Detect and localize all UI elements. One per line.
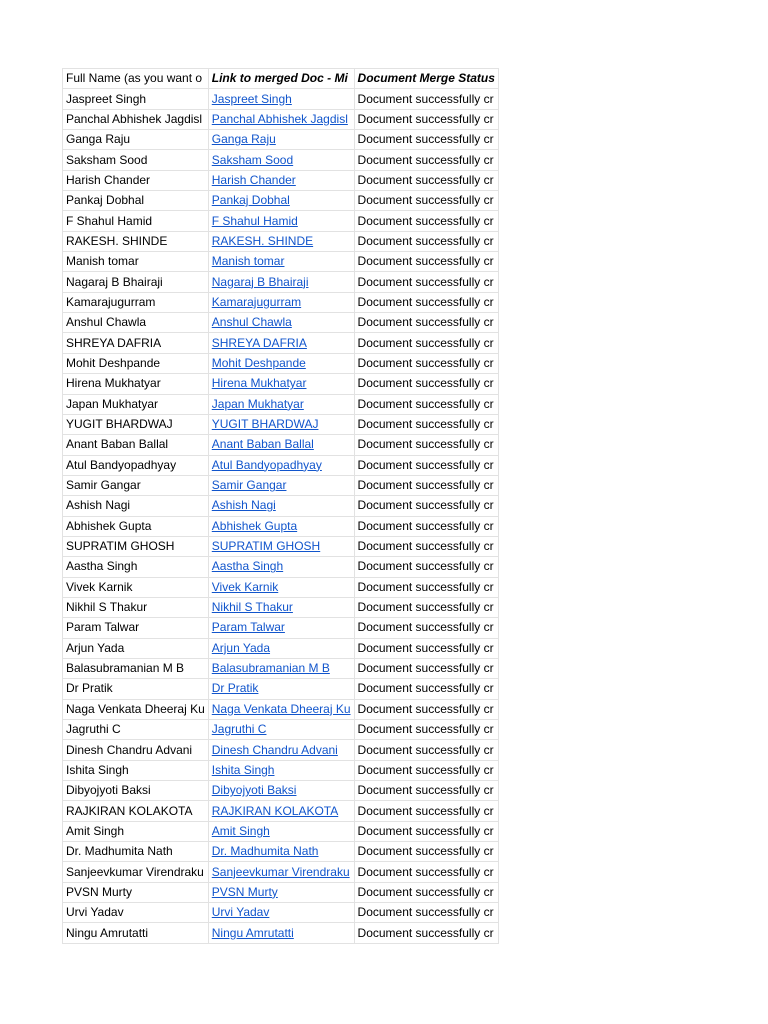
header-merged-doc-link[interactable]: Link to merged Doc - Mi — [208, 69, 354, 89]
full-name-cell[interactable]: Naga Venkata Dheeraj Ku — [63, 699, 209, 719]
merged-doc-link[interactable]: Abhishek Gupta — [211, 518, 298, 533]
merge-status-cell[interactable]: Document successfully cr — [354, 516, 498, 536]
merged-doc-link[interactable]: Hirena Mukhatyar — [211, 376, 307, 391]
table-row — [63, 618, 499, 638]
full-name-cell[interactable]: Abhishek Gupta — [63, 516, 209, 536]
full-name-cell[interactable]: Nagaraj B Bhairaji — [63, 272, 209, 292]
merge-status-cell[interactable]: Document successfully cr — [354, 903, 498, 923]
merged-doc-link-cell[interactable] — [208, 231, 354, 251]
table-row — [63, 231, 499, 251]
merged-doc-link-cell[interactable] — [208, 313, 354, 333]
merged-doc-link-cell[interactable] — [208, 801, 354, 821]
merged-doc-link-cell[interactable] — [208, 272, 354, 292]
table-row — [63, 130, 499, 150]
merge-status-cell[interactable]: Document successfully cr — [354, 435, 498, 455]
merged-doc-link[interactable]: Urvi Yadav — [211, 905, 270, 920]
full-name-cell[interactable]: Balasubramanian M B — [63, 658, 209, 678]
merge-status-cell[interactable]: Document successfully cr — [354, 109, 498, 129]
table-row — [63, 292, 499, 312]
merged-doc-link-cell[interactable] — [208, 821, 354, 841]
merged-doc-link-cell[interactable] — [208, 109, 354, 129]
merged-doc-link-cell[interactable] — [208, 903, 354, 923]
full-name-cell[interactable]: Hirena Mukhatyar — [63, 374, 209, 394]
merged-doc-link[interactable]: Saksham Sood — [211, 152, 294, 167]
merged-doc-link-cell[interactable] — [208, 882, 354, 902]
table-row — [63, 638, 499, 658]
full-name-cell[interactable]: SHREYA DAFRIA — [63, 333, 209, 353]
table-body — [63, 89, 499, 943]
merged-doc-link[interactable]: SHREYA DAFRIA — [211, 335, 307, 350]
merge-status-cell[interactable]: Document successfully cr — [354, 272, 498, 292]
merge-status-cell[interactable]: Document successfully cr — [354, 536, 498, 556]
table-row — [63, 211, 499, 231]
full-name-cell[interactable]: Param Talwar — [63, 618, 209, 638]
table-row — [63, 597, 499, 617]
merge-status-cell[interactable]: Document successfully cr — [354, 231, 498, 251]
table-row — [63, 862, 499, 882]
table-row — [63, 435, 499, 455]
merged-doc-link[interactable]: Panchal Abhishek Jagdisl — [211, 111, 348, 126]
full-name-cell[interactable]: Sanjeevkumar Virendraku — [63, 862, 209, 882]
merged-doc-link-cell[interactable] — [208, 333, 354, 353]
table-row — [63, 516, 499, 536]
merge-status-cell[interactable]: Document successfully cr — [354, 414, 498, 434]
merged-doc-link[interactable]: PVSN Murty — [211, 884, 278, 899]
table-row — [63, 374, 499, 394]
table-row — [63, 923, 499, 943]
merged-doc-link[interactable]: Jaspreet Singh — [211, 91, 292, 106]
full-name-cell[interactable]: Dr Pratik — [63, 679, 209, 699]
full-name-cell[interactable]: Dinesh Chandru Advani — [63, 740, 209, 760]
full-name-cell[interactable]: SUPRATIM GHOSH — [63, 536, 209, 556]
full-name-cell[interactable]: Harish Chander — [63, 170, 209, 190]
full-name-cell[interactable]: Manish tomar — [63, 252, 209, 272]
full-name-cell[interactable]: Japan Mukhatyar — [63, 394, 209, 414]
table-row — [63, 170, 499, 190]
merged-doc-link[interactable]: Anant Baban Ballal — [211, 437, 314, 452]
header-row — [63, 69, 499, 89]
merged-doc-link[interactable]: Dr Pratik — [211, 681, 259, 696]
table-row — [63, 557, 499, 577]
merged-doc-link-cell[interactable] — [208, 130, 354, 150]
merged-doc-link-cell[interactable] — [208, 679, 354, 699]
full-name-cell[interactable]: Ashish Nagi — [63, 496, 209, 516]
table-row — [63, 89, 499, 109]
full-name-cell[interactable]: Vivek Karnik — [63, 577, 209, 597]
full-name-cell[interactable]: F Shahul Hamid — [63, 211, 209, 231]
merge-status-cell[interactable]: Document successfully cr — [354, 699, 498, 719]
merged-doc-link-cell[interactable] — [208, 536, 354, 556]
merged-doc-link[interactable]: Anshul Chawla — [211, 315, 292, 330]
full-name-cell[interactable]: Samir Gangar — [63, 475, 209, 495]
table-row — [63, 353, 499, 373]
merged-doc-link-cell[interactable] — [208, 252, 354, 272]
merged-doc-link[interactable]: Ningu Amrutatti — [211, 925, 294, 940]
header-full-name[interactable]: Full Name (as you want o — [63, 69, 209, 89]
merged-doc-link[interactable]: Aastha Singh — [211, 559, 284, 574]
merged-doc-link[interactable]: Pankaj Dobhal — [211, 193, 290, 208]
merge-status-cell[interactable]: Document successfully cr — [354, 475, 498, 495]
merged-doc-link[interactable]: SUPRATIM GHOSH — [211, 539, 321, 554]
table-row — [63, 658, 499, 678]
merged-doc-link[interactable]: Samir Gangar — [211, 478, 287, 493]
merge-status-cell[interactable]: Document successfully cr — [354, 130, 498, 150]
table-row — [63, 455, 499, 475]
merged-doc-link-cell[interactable] — [208, 862, 354, 882]
merged-doc-link-cell[interactable] — [208, 781, 354, 801]
table-row — [63, 679, 499, 699]
merged-doc-link-cell[interactable] — [208, 720, 354, 740]
merge-status-cell[interactable]: Document successfully cr — [354, 252, 498, 272]
merged-doc-link[interactable]: Naga Venkata Dheeraj Ku — [211, 701, 351, 716]
full-name-cell[interactable]: Kamarajugurram — [63, 292, 209, 312]
merged-doc-link[interactable]: Kamarajugurram — [211, 294, 302, 309]
merged-doc-link[interactable]: Ganga Raju — [211, 132, 276, 147]
merge-status-cell[interactable]: Document successfully cr — [354, 89, 498, 109]
merged-doc-link-cell[interactable] — [208, 374, 354, 394]
merged-doc-link[interactable]: Harish Chander — [211, 172, 296, 187]
merge-status-cell[interactable]: Document successfully cr — [354, 353, 498, 373]
merge-status-cell[interactable]: Document successfully cr — [354, 211, 498, 231]
merge-status-cell[interactable]: Document successfully cr — [354, 577, 498, 597]
full-name-cell[interactable]: Nikhil S Thakur — [63, 597, 209, 617]
full-name-cell[interactable]: Atul Bandyopadhyay — [63, 455, 209, 475]
merged-doc-link[interactable]: Manish tomar — [211, 254, 285, 269]
merged-doc-link[interactable]: YUGIT BHARDWAJ — [211, 417, 319, 432]
table-row — [63, 842, 499, 862]
merged-doc-link[interactable]: Jagruthi C — [211, 722, 267, 737]
merged-doc-link[interactable]: Balasubramanian M B — [211, 661, 330, 676]
merged-doc-link-cell[interactable] — [208, 475, 354, 495]
full-name-cell[interactable]: Anshul Chawla — [63, 313, 209, 333]
merged-doc-link-cell[interactable] — [208, 150, 354, 170]
merge-status-cell[interactable]: Document successfully cr — [354, 455, 498, 475]
merged-doc-link-cell[interactable] — [208, 89, 354, 109]
merge-status-cell[interactable]: Document successfully cr — [354, 496, 498, 516]
table-row — [63, 536, 499, 556]
table-row — [63, 191, 499, 211]
merged-doc-link[interactable]: Ishita Singh — [211, 762, 275, 777]
merged-doc-link-cell[interactable] — [208, 740, 354, 760]
table-row — [63, 313, 499, 333]
merged-doc-link[interactable]: Amit Singh — [211, 823, 270, 838]
table-row — [63, 781, 499, 801]
merge-status-cell[interactable]: Document successfully cr — [354, 740, 498, 760]
spreadsheet-table — [62, 68, 499, 944]
merged-doc-link[interactable]: Nagaraj B Bhairaji — [211, 274, 309, 289]
merged-doc-link-cell[interactable] — [208, 455, 354, 475]
merged-doc-link-cell[interactable] — [208, 435, 354, 455]
full-name-cell[interactable]: Ishita Singh — [63, 760, 209, 780]
merge-status-cell[interactable]: Document successfully cr — [354, 638, 498, 658]
merged-doc-link[interactable]: Nikhil S Thakur — [211, 600, 293, 615]
merge-status-cell[interactable]: Document successfully cr — [354, 170, 498, 190]
merged-doc-link[interactable]: RAKESH. SHINDE — [211, 233, 314, 248]
full-name-cell[interactable]: Arjun Yada — [63, 638, 209, 658]
full-name-cell[interactable]: Saksham Sood — [63, 150, 209, 170]
full-name-cell[interactable]: Urvi Yadav — [63, 903, 209, 923]
full-name-cell[interactable]: Jaspreet Singh — [63, 89, 209, 109]
merged-doc-link[interactable]: Dinesh Chandru Advani — [211, 742, 338, 757]
table-row — [63, 475, 499, 495]
merge-status-cell[interactable]: Document successfully cr — [354, 374, 498, 394]
table-row — [63, 414, 499, 434]
table-row — [63, 577, 499, 597]
merged-doc-link-cell[interactable] — [208, 760, 354, 780]
merged-doc-link-cell[interactable] — [208, 191, 354, 211]
full-name-cell[interactable]: RAKESH. SHINDE — [63, 231, 209, 251]
merge-status-cell[interactable]: Document successfully cr — [354, 862, 498, 882]
merged-doc-link[interactable]: RAJKIRAN KOLAKOTA — [211, 803, 339, 818]
merge-status-cell[interactable]: Document successfully cr — [354, 618, 498, 638]
merge-status-cell[interactable]: Document successfully cr — [354, 394, 498, 414]
table-row — [63, 882, 499, 902]
merged-doc-link-cell[interactable] — [208, 597, 354, 617]
full-name-cell[interactable]: Dr. Madhumita Nath — [63, 842, 209, 862]
merged-doc-link-cell[interactable] — [208, 414, 354, 434]
table-row — [63, 109, 499, 129]
table-row — [63, 801, 499, 821]
merge-status-cell[interactable]: Document successfully cr — [354, 923, 498, 943]
full-name-cell[interactable]: Ningu Amrutatti — [63, 923, 209, 943]
merged-doc-link-cell[interactable] — [208, 699, 354, 719]
full-name-cell[interactable]: Mohit Deshpande — [63, 353, 209, 373]
merge-status-cell[interactable]: Document successfully cr — [354, 801, 498, 821]
merge-status-cell[interactable]: Document successfully cr — [354, 821, 498, 841]
merged-doc-link[interactable]: Japan Mukhatyar — [211, 396, 304, 411]
merged-doc-link-cell[interactable] — [208, 923, 354, 943]
merged-doc-link-cell[interactable] — [208, 618, 354, 638]
merged-doc-link[interactable]: Mohit Deshpande — [211, 355, 306, 370]
merged-doc-link[interactable]: Param Talwar — [211, 620, 285, 635]
full-name-cell[interactable]: Amit Singh — [63, 821, 209, 841]
merge-status-cell[interactable]: Document successfully cr — [354, 313, 498, 333]
merged-doc-link-cell[interactable] — [208, 638, 354, 658]
merge-status-cell[interactable]: Document successfully cr — [354, 679, 498, 699]
merge-status-cell[interactable]: Document successfully cr — [354, 191, 498, 211]
merge-status-cell[interactable]: Document successfully cr — [354, 760, 498, 780]
table-row — [63, 150, 499, 170]
merged-doc-link-cell[interactable] — [208, 394, 354, 414]
table-row — [63, 903, 499, 923]
table-row — [63, 720, 499, 740]
full-name-cell[interactable]: Anant Baban Ballal — [63, 435, 209, 455]
merged-doc-link-cell[interactable] — [208, 496, 354, 516]
table-row — [63, 699, 499, 719]
merged-doc-link[interactable]: Atul Bandyopadhyay — [211, 457, 322, 472]
table-row — [63, 272, 499, 292]
merged-doc-link-cell[interactable] — [208, 211, 354, 231]
merged-doc-link[interactable]: Vivek Karnik — [211, 579, 279, 594]
merge-status-cell[interactable]: Document successfully cr — [354, 597, 498, 617]
merged-doc-link[interactable]: F Shahul Hamid — [211, 213, 298, 228]
table-row — [63, 821, 499, 841]
merged-doc-link-cell[interactable] — [208, 353, 354, 373]
merge-status-cell[interactable]: Document successfully cr — [354, 150, 498, 170]
merged-doc-link[interactable]: Dibyojyoti Baksi — [211, 783, 297, 798]
full-name-cell[interactable]: Pankaj Dobhal — [63, 191, 209, 211]
merge-status-cell[interactable]: Document successfully cr — [354, 333, 498, 353]
full-name-cell[interactable]: RAJKIRAN KOLAKOTA — [63, 801, 209, 821]
merged-doc-link-cell[interactable] — [208, 557, 354, 577]
full-name-cell[interactable]: PVSN Murty — [63, 882, 209, 902]
header-merge-status[interactable]: Document Merge Status — [354, 69, 498, 89]
full-name-cell[interactable]: Panchal Abhishek Jagdisl — [63, 109, 209, 129]
table-row — [63, 760, 499, 780]
table-row — [63, 252, 499, 272]
merge-status-cell[interactable]: Document successfully cr — [354, 882, 498, 902]
merged-doc-link-cell[interactable] — [208, 292, 354, 312]
table-row — [63, 496, 499, 516]
merge-status-cell[interactable]: Document successfully cr — [354, 781, 498, 801]
merged-doc-link-cell[interactable] — [208, 170, 354, 190]
full-name-cell[interactable]: Jagruthi C — [63, 720, 209, 740]
full-name-cell[interactable]: Ganga Raju — [63, 130, 209, 150]
merge-status-cell[interactable]: Document successfully cr — [354, 720, 498, 740]
merged-doc-link[interactable]: Ashish Nagi — [211, 498, 276, 513]
merged-doc-link-cell[interactable] — [208, 842, 354, 862]
merged-doc-link-cell[interactable] — [208, 658, 354, 678]
merged-doc-link-cell[interactable] — [208, 577, 354, 597]
merged-doc-link[interactable]: Dr. Madhumita Nath — [211, 844, 319, 859]
merge-status-cell[interactable]: Document successfully cr — [354, 658, 498, 678]
merged-doc-link-cell[interactable] — [208, 516, 354, 536]
merge-status-cell[interactable]: Document successfully cr — [354, 292, 498, 312]
merge-status-cell[interactable]: Document successfully cr — [354, 842, 498, 862]
merge-status-cell[interactable]: Document successfully cr — [354, 557, 498, 577]
merged-doc-link[interactable]: Sanjeevkumar Virendraku — [211, 864, 350, 879]
full-name-cell[interactable]: Dibyojyoti Baksi — [63, 781, 209, 801]
table-row — [63, 333, 499, 353]
table-row — [63, 740, 499, 760]
full-name-cell[interactable]: Aastha Singh — [63, 557, 209, 577]
merged-doc-link[interactable]: Arjun Yada — [211, 640, 271, 655]
table-row — [63, 394, 499, 414]
full-name-cell[interactable]: YUGIT BHARDWAJ — [63, 414, 209, 434]
